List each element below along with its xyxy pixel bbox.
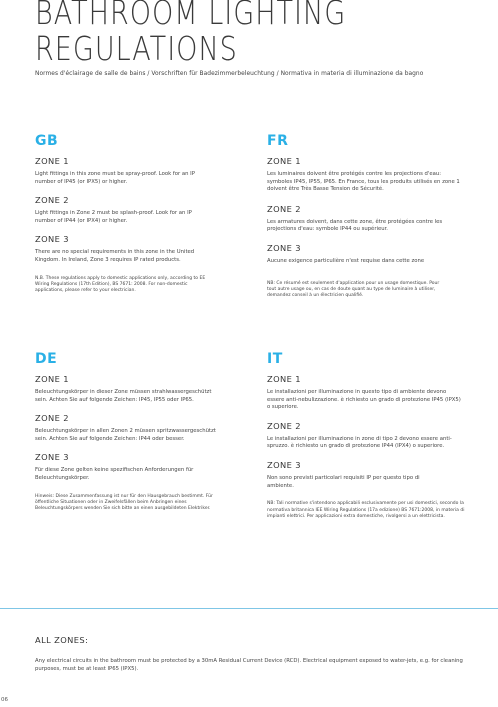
zone-block [35,452,240,482]
zone-title: ZONE 1 [267,156,301,166]
zone-block [35,374,240,404]
zone-title: ZONE 1 [35,156,69,166]
zone-block [35,195,240,225]
footnote: NB: Tali normative s'intendono applicabili esclusivamente per usi domestici, secondo la normativa britannica IEE Wiring Regulations (17a edizione) BS 7671:2008, in materia di impianti elettrici. Per applicazioni extra domestiche, rivolgersi a un elettricista. [267,501,465,519]
zone-block [35,234,240,264]
all-zones-text: Any electrical circuits in the bathroom must be protected by a 30mA Residual Current Device (RCD). Electrical equipment exposed to water-jets, e.g. for cleaning purposes, must be at least IP65 (IPX5). [35,658,463,672]
zone-text: Light fittings in this zone must be spray-proof. Look for an IP number of IP45 (or IPX5) or higher. [35,171,195,185]
zone-block [267,421,472,451]
page-number: 06 [1,697,8,703]
page-title-line2: REGULATIONS [35,29,238,68]
zone-title: ZONE 2 [267,203,301,214]
section-fr [267,133,472,300]
zone-text: There are no special requirements in this zone in the United Kingdom. In Ireland, Zone 3 requires IP rated products. [35,249,195,263]
country-heading: FR [267,133,289,149]
zone-text: Le installazioni per illuminazione in zone di tipo 2 devono essere anti-spruzzo. è richiesto un grado di protezione IP44 (IPX4) o superiore. [267,435,452,450]
zone-title: ZONE 2 [35,413,69,424]
country-heading: GB [35,133,59,149]
zone-block [267,156,472,194]
zone-text: Les luminaires doivent être protégés contre les projections d'eau: symboles IP45, IP55, IP65. En France, tous les produits utilisés en zone 1 doivent être Très Basse Tension de Sécurité. [267,171,460,193]
zone-title: ZONE 1 [35,374,69,384]
zone-text: Light fittings in Zone 2 must be splash-proof. Look for an IP number of IP44 (or IPX4) or higher. [35,210,192,224]
zone-title: ZONE 3 [267,459,301,470]
zone-block [35,413,240,443]
zone-text: Beleuchtungskörper in dieser Zone müssen strahlwassergeschützt sein. Achten Sie auf folgende Zeichen: IP45, IP55 oder IP65. [35,389,212,403]
all-zones-title: ALL ZONES: [35,635,89,645]
country-heading: IT [267,351,283,367]
zone-block [267,374,472,412]
zone-title: ZONE 2 [267,420,301,431]
zone-text: Le installazioni per illuminazione in questo tipo di ambiente devono essere anti-nebulizzazione. è richiesto un grado di protezione IP45 (IPX5) o superiore. [267,389,461,411]
zone-block [267,243,472,266]
zone-block [35,156,240,186]
zone-title: ZONE 1 [267,374,301,384]
footnote: NB: Ce résumé est seulement d'application pour un usage domestique. Pour tout autre usage ou, en cas de doute quant au type de luminaire à utiliser, demandez conseil à un électricien qualifié. [267,280,440,299]
zone-title: ZONE 3 [35,452,69,463]
page-title-line1: BATHROOM LIGHTING [35,0,347,32]
zone-text: Für diese Zone gelten keine spezifischen Anforderungen für Beleuchtungskörper. [35,467,194,481]
zone-text: Les armatures doivent, dans cette zone, être protégées contre les projections d'eau: symbole IP44 ou supérieur. [267,218,443,233]
section-divider [0,608,498,609]
zone-text: Aucune exigence particulière n'est requise dans cette zone [267,257,425,264]
footnote: Hinweis: Diese Zusammenfassung ist nur für den Hausgebrauch bestimmt. Für öffentliche Situationen oder in Zweifelsfällen beim Anbringen eines Beleuchtungskörpers wenden Sie sich bitte an einen ausgebildeten Elektriker. [35,493,213,512]
zone-text: Beleuchtungskörper in allen Zonen 2 müssen spritzwassergeschützt sein. Achten Sie auf folgende Zeichen: IP44 oder besser. [35,428,216,442]
zone-block [267,204,472,234]
zone-title: ZONE 2 [35,195,69,206]
footnote: N.B. These regulations apply to domestic applications only, according to EE Wiring Regulations (17th Edition), BS 7671: 2008. For non-domestic applications, please refer to your electrician. [35,275,206,294]
country-heading: DE [35,351,58,367]
zone-title: ZONE 3 [35,234,69,245]
section-gb [35,133,240,295]
zone-block [267,460,472,490]
zone-title: ZONE 3 [267,242,301,253]
section-it [267,351,472,520]
page-subtitle: Normes d'éclairage de salle de bains / Vorschriften für Badezimmerbeleuchtung / Normativa in materia di illuminazione da bagno [35,71,424,77]
zone-text: Non sono previsti particolari requisiti IP per questo tipo di ambiente. [267,474,420,489]
section-de [35,351,240,513]
